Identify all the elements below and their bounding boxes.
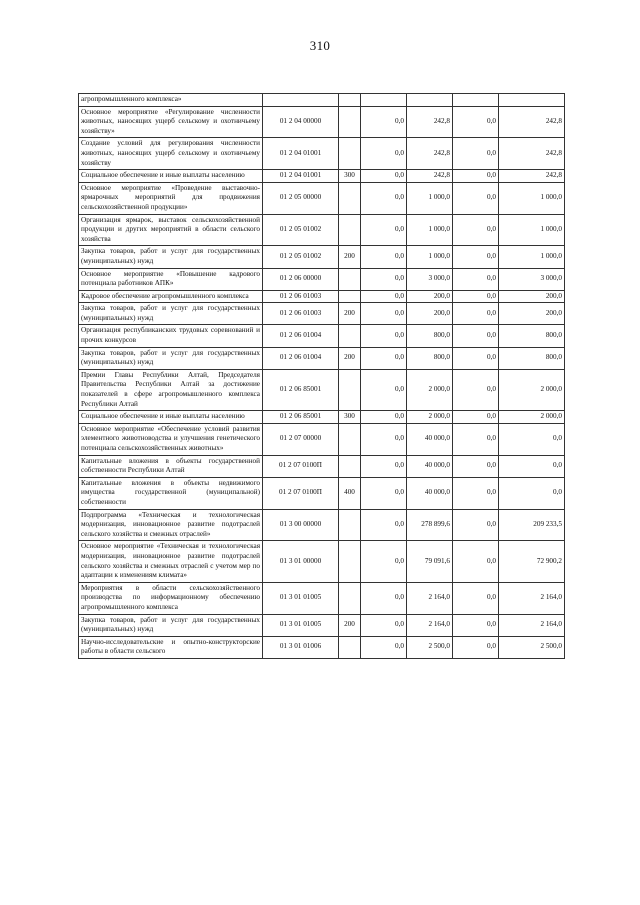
- amount-cell-3: 0,0: [453, 170, 499, 183]
- amount-cell-2: 1 000,0: [407, 182, 453, 214]
- amount-cell-1: 0,0: [361, 582, 407, 614]
- expense-type-code-cell: [339, 325, 361, 347]
- row-name-cell: Создание условий для регулирования численности животных, наносящих ущерб сельскому и охотничьему хозяйству: [79, 138, 263, 170]
- target-article-code-cell: 01 2 06 01004: [263, 325, 339, 347]
- amount-cell-4: 2 500,0: [499, 636, 565, 658]
- target-article-code-cell: 01 2 04 00000: [263, 106, 339, 138]
- row-name-cell: Основное мероприятие «Обеспечение условий развития элементного животноводства и улучшения генетического потенциала сельскохозяйственных животных»: [79, 423, 263, 455]
- amount-cell-4: 0,0: [499, 477, 565, 509]
- amount-cell-2: 2 164,0: [407, 582, 453, 614]
- amount-cell-3: 0,0: [453, 268, 499, 290]
- target-article-code-cell: 01 3 01 00000: [263, 541, 339, 582]
- expense-type-code-cell: [339, 636, 361, 658]
- target-article-code-cell: 01 2 04 01001: [263, 138, 339, 170]
- table-row: [79, 369, 565, 410]
- target-article-code-cell: 01 2 07 0100П: [263, 455, 339, 477]
- amount-cell-4: 0,0: [499, 455, 565, 477]
- amount-cell-2: 800,0: [407, 347, 453, 369]
- amount-cell-4: 2 164,0: [499, 582, 565, 614]
- target-article-code-cell: 01 2 06 01003: [263, 303, 339, 325]
- target-article-code-cell: 01 2 06 01004: [263, 347, 339, 369]
- amount-cell-1: 0,0: [361, 303, 407, 325]
- amount-cell-4: 242,8: [499, 138, 565, 170]
- amount-cell-2: 1 000,0: [407, 246, 453, 268]
- amount-cell-2: 2 000,0: [407, 369, 453, 410]
- row-name-cell: Премии Главы Республики Алтай, Председателя Правительства Республики Алтай за достижение показателей в сфере агропромышленного комплекса Республики Алтай: [79, 369, 263, 410]
- amount-cell-3: 0,0: [453, 509, 499, 541]
- row-name-cell: агропромышленного комплекса»: [79, 94, 263, 107]
- amount-cell-3: 0,0: [453, 325, 499, 347]
- amount-cell-2: 242,8: [407, 106, 453, 138]
- expense-type-code-cell: 400: [339, 477, 361, 509]
- amount-cell-4: [499, 94, 565, 107]
- amount-cell-3: 0,0: [453, 106, 499, 138]
- expense-type-code-cell: [339, 455, 361, 477]
- amount-cell-3: 0,0: [453, 347, 499, 369]
- table-row: [79, 170, 565, 183]
- expense-type-code-cell: [339, 423, 361, 455]
- expense-type-code-cell: 300: [339, 170, 361, 183]
- table-row: [79, 614, 565, 636]
- expense-type-code-cell: [339, 94, 361, 107]
- amount-cell-1: 0,0: [361, 246, 407, 268]
- amount-cell-4: 1 000,0: [499, 214, 565, 246]
- table-row: [79, 455, 565, 477]
- expense-type-code-cell: [339, 541, 361, 582]
- amount-cell-4: 2 000,0: [499, 411, 565, 424]
- expense-type-code-cell: [339, 138, 361, 170]
- table-row: [79, 582, 565, 614]
- amount-cell-4: 0,0: [499, 423, 565, 455]
- amount-cell-2: 200,0: [407, 290, 453, 303]
- amount-cell-3: 0,0: [453, 411, 499, 424]
- table-row: [79, 541, 565, 582]
- target-article-code-cell: 01 2 04 01001: [263, 170, 339, 183]
- amount-cell-2: 1 000,0: [407, 214, 453, 246]
- target-article-code-cell: 01 2 06 85001: [263, 369, 339, 410]
- table-row: [79, 268, 565, 290]
- table-row: [79, 94, 565, 107]
- amount-cell-3: 0,0: [453, 303, 499, 325]
- amount-cell-1: 0,0: [361, 541, 407, 582]
- amount-cell-3: 0,0: [453, 423, 499, 455]
- row-name-cell: Закупка товаров, работ и услуг для государственных (муниципальных) нужд: [79, 347, 263, 369]
- target-article-code-cell: 01 2 06 01003: [263, 290, 339, 303]
- row-name-cell: Основное мероприятие «Техническая и технологическая модернизация, инновационное развитие подотраслей сельского хозяйства и смежных отраслей с учетом мер по адаптации к изменениям климата»: [79, 541, 263, 582]
- amount-cell-1: 0,0: [361, 477, 407, 509]
- row-name-cell: Закупка товаров, работ и услуг для государственных (муниципальных) нужд: [79, 614, 263, 636]
- amount-cell-2: 800,0: [407, 325, 453, 347]
- row-name-cell: Организация ярмарок, выставок сельскохозяйственной продукции и других мероприятий в области сельского хозяйства: [79, 214, 263, 246]
- expense-type-code-cell: [339, 290, 361, 303]
- target-article-code-cell: 01 3 00 00000: [263, 509, 339, 541]
- target-article-code-cell: 01 2 07 0100П: [263, 477, 339, 509]
- amount-cell-1: 0,0: [361, 268, 407, 290]
- amount-cell-3: 0,0: [453, 290, 499, 303]
- budget-table-body: [79, 94, 565, 659]
- amount-cell-4: 1 000,0: [499, 182, 565, 214]
- amount-cell-2: 2 500,0: [407, 636, 453, 658]
- amount-cell-3: 0,0: [453, 455, 499, 477]
- amount-cell-2: 278 899,6: [407, 509, 453, 541]
- table-row: [79, 411, 565, 424]
- amount-cell-3: 0,0: [453, 214, 499, 246]
- table-row: [79, 290, 565, 303]
- expense-type-code-cell: 200: [339, 303, 361, 325]
- amount-cell-3: 0,0: [453, 541, 499, 582]
- target-article-code-cell: 01 2 07 00000: [263, 423, 339, 455]
- amount-cell-4: 200,0: [499, 303, 565, 325]
- amount-cell-2: 2 000,0: [407, 411, 453, 424]
- amount-cell-1: 0,0: [361, 170, 407, 183]
- amount-cell-1: 0,0: [361, 290, 407, 303]
- row-name-cell: Подпрограмма «Техническая и технологическая модернизация, инновационное развитие подотраслей сельского хозяйства и смежных отраслей»: [79, 509, 263, 541]
- amount-cell-2: 40 000,0: [407, 455, 453, 477]
- amount-cell-2: 242,8: [407, 170, 453, 183]
- amount-cell-4: 72 900,2: [499, 541, 565, 582]
- table-row: [79, 347, 565, 369]
- target-article-code-cell: 01 2 05 01002: [263, 214, 339, 246]
- amount-cell-2: 2 164,0: [407, 614, 453, 636]
- expense-type-code-cell: 200: [339, 614, 361, 636]
- expense-type-code-cell: [339, 182, 361, 214]
- expense-type-code-cell: [339, 582, 361, 614]
- amount-cell-4: 800,0: [499, 347, 565, 369]
- amount-cell-3: 0,0: [453, 636, 499, 658]
- table-row: [79, 423, 565, 455]
- target-article-code-cell: 01 3 01 01005: [263, 614, 339, 636]
- amount-cell-1: 0,0: [361, 636, 407, 658]
- expense-type-code-cell: 200: [339, 347, 361, 369]
- row-name-cell: Мероприятия в области сельскохозяйственного производства по информационному обеспечению агропромышленного комплекса: [79, 582, 263, 614]
- row-name-cell: Основное мероприятие «Проведение выставочно-ярмарочных мероприятий для продвижения сельскохозяйственной продукции»: [79, 182, 263, 214]
- target-article-code-cell: 01 2 05 01002: [263, 246, 339, 268]
- amount-cell-3: [453, 94, 499, 107]
- row-name-cell: Кадровое обеспечение агропромышленного комплекса: [79, 290, 263, 303]
- row-name-cell: Основное мероприятие «Регулирование численности животных, наносящих ущерб сельскому и охотничьему хозяйству»: [79, 106, 263, 138]
- table-row: [79, 477, 565, 509]
- amount-cell-4: 2 000,0: [499, 369, 565, 410]
- amount-cell-3: 0,0: [453, 582, 499, 614]
- amount-cell-1: 0,0: [361, 455, 407, 477]
- budget-table: [78, 93, 565, 659]
- amount-cell-4: 3 000,0: [499, 268, 565, 290]
- table-row: [79, 138, 565, 170]
- amount-cell-1: 0,0: [361, 423, 407, 455]
- table-row: [79, 303, 565, 325]
- amount-cell-2: 3 000,0: [407, 268, 453, 290]
- target-article-code-cell: 01 2 05 00000: [263, 182, 339, 214]
- amount-cell-1: 0,0: [361, 347, 407, 369]
- expense-type-code-cell: [339, 106, 361, 138]
- expense-type-code-cell: [339, 268, 361, 290]
- expense-type-code-cell: 300: [339, 411, 361, 424]
- amount-cell-1: 0,0: [361, 182, 407, 214]
- amount-cell-4: 200,0: [499, 290, 565, 303]
- table-row: [79, 182, 565, 214]
- table-row: [79, 509, 565, 541]
- expense-type-code-cell: [339, 214, 361, 246]
- amount-cell-2: 242,8: [407, 138, 453, 170]
- amount-cell-2: 200,0: [407, 303, 453, 325]
- amount-cell-1: 0,0: [361, 509, 407, 541]
- amount-cell-3: 0,0: [453, 369, 499, 410]
- amount-cell-1: 0,0: [361, 614, 407, 636]
- amount-cell-1: 0,0: [361, 214, 407, 246]
- row-name-cell: Социальное обеспечение и иные выплаты населению: [79, 411, 263, 424]
- row-name-cell: Закупка товаров, работ и услуг для государственных (муниципальных) нужд: [79, 303, 263, 325]
- amount-cell-3: 0,0: [453, 138, 499, 170]
- amount-cell-4: 800,0: [499, 325, 565, 347]
- amount-cell-2: [407, 94, 453, 107]
- page-number: 310: [309, 38, 331, 53]
- amount-cell-2: 79 091,6: [407, 541, 453, 582]
- amount-cell-1: 0,0: [361, 138, 407, 170]
- amount-cell-1: 0,0: [361, 325, 407, 347]
- row-name-cell: Закупка товаров, работ и услуг для государственных (муниципальных) нужд: [79, 246, 263, 268]
- amount-cell-1: 0,0: [361, 411, 407, 424]
- amount-cell-2: 40 000,0: [407, 423, 453, 455]
- amount-cell-4: 242,8: [499, 170, 565, 183]
- table-row: [79, 214, 565, 246]
- amount-cell-1: 0,0: [361, 106, 407, 138]
- row-name-cell: Организация республиканских трудовых соревнований и прочих конкурсов: [79, 325, 263, 347]
- amount-cell-3: 0,0: [453, 182, 499, 214]
- amount-cell-3: 0,0: [453, 246, 499, 268]
- row-name-cell: Научно-исследовательские и опытно-конструкторские работы в области сельского: [79, 636, 263, 658]
- table-row: [79, 636, 565, 658]
- amount-cell-4: 2 164,0: [499, 614, 565, 636]
- target-article-code-cell: 01 3 01 01006: [263, 636, 339, 658]
- target-article-code-cell: 01 2 06 85001: [263, 411, 339, 424]
- amount-cell-1: 0,0: [361, 369, 407, 410]
- expense-type-code-cell: [339, 509, 361, 541]
- table-row: [79, 325, 565, 347]
- amount-cell-3: 0,0: [453, 477, 499, 509]
- amount-cell-4: 209 233,5: [499, 509, 565, 541]
- expense-type-code-cell: 200: [339, 246, 361, 268]
- row-name-cell: Капитальные вложения в объекты недвижимого имущества государственной (муниципальной) собственности: [79, 477, 263, 509]
- amount-cell-4: 242,8: [499, 106, 565, 138]
- amount-cell-1: [361, 94, 407, 107]
- amount-cell-3: 0,0: [453, 614, 499, 636]
- target-article-code-cell: [263, 94, 339, 107]
- row-name-cell: Основное мероприятие «Повышение кадрового потенциала работников АПК»: [79, 268, 263, 290]
- target-article-code-cell: 01 3 01 01005: [263, 582, 339, 614]
- expense-type-code-cell: [339, 369, 361, 410]
- row-name-cell: Социальное обеспечение и иные выплаты населению: [79, 170, 263, 183]
- table-row: [79, 106, 565, 138]
- amount-cell-4: 1 000,0: [499, 246, 565, 268]
- table-row: [79, 246, 565, 268]
- target-article-code-cell: 01 2 06 00000: [263, 268, 339, 290]
- row-name-cell: Капитальные вложения в объекты государственной собственности Республики Алтай: [79, 455, 263, 477]
- amount-cell-2: 40 000,0: [407, 477, 453, 509]
